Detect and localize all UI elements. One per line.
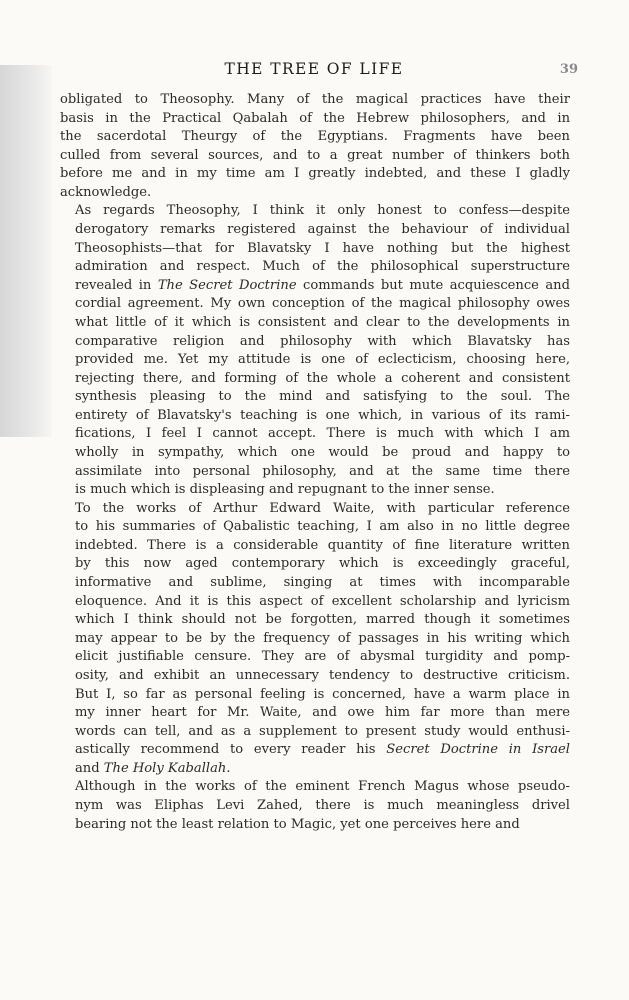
text-line: which I think should not be forgotten, marred though it sometimes [75,612,570,628]
text-line: before me and in my time am I greatly indebted, and these I gladly [60,166,570,182]
text-line: eloquence. And it is this aspect of excellent scholarship and lyricism [75,593,570,609]
text-line: fications, I feel I cannot accept. There is much with which I am [75,426,570,442]
text-line: is much which is displeasing and repugnant to the inner sense. [75,482,495,498]
text-line: to his summaries of Qabalistic teaching, I am also in no little degree [75,519,570,535]
text-line: comparative religion and philosophy with which Blavatsky has [75,333,570,349]
book-title: Secret Doctrine in Israel [386,742,570,758]
text-line: bearing not the least relation to Magic, yet one perceives here and [75,816,520,832]
text-line: provided me. Yet my attitude is one of eclecticism, choosing here, [75,352,570,368]
text-line: the sacerdotal Theurgy of the Egyptians. Fragments have been [60,129,570,145]
text-line: Although in the works of the eminent French Magus whose pseudo- [75,779,570,795]
text-line: synthesis pleasing to the mind and satisfying to the soul. The [75,389,570,405]
running-head: THE TREE OF LIFE [224,60,404,78]
paragraph [60,91,570,202]
text-line: astically recommend to every reader his Secret Doctrine in Israel [75,742,570,758]
text-line: As regards Theosophy, I think it only honest to confess—despite [75,203,570,219]
book-title: The Secret Doctrine [157,277,297,293]
text-line: elicit justifiable censure. They are of abysmal turgidity and pomp- [75,649,570,665]
text-line: revealed in The Secret Doctrine commands but mute acquiescence and [75,277,570,293]
page-number: 39 [559,62,578,77]
text-line: my inner heart for Mr. Waite, and owe him far more than mere [75,705,570,721]
text-line: acknowledge. [60,184,152,200]
text-line: admiration and respect. Much of the philosophical superstructure [75,259,570,275]
text-line: assimilate into personal philosophy, and at the same time there [75,463,570,479]
text-line: words can tell, and as a supplement to present study would enthusi- [75,723,570,739]
text-line: nym was Eliphas Levi Zahed, there is much meaningless drivel [75,797,570,813]
text-line: derogatory remarks registered against the behaviour of individual [75,222,570,238]
text-line: rejecting there, and forming of the whole a coherent and consistent [75,370,570,386]
text-line: indebted. There is a considerable quantity of fine literature written [75,537,570,553]
text-line: Theosophists—that for Blavatsky I have nothing but the highest [75,240,570,256]
page-gutter-shadow [0,65,52,437]
body-text [60,91,570,834]
text-line: But I, so far as personal feeling is concerned, have a warm place in [75,686,570,702]
text-line: culled from several sources, and to a great number of thinkers both [60,147,570,163]
paragraph [60,778,570,834]
text-line: wholly in sympathy, which one would be proud and happy to [75,444,570,460]
paragraph [60,500,570,779]
text-line: and The Holy Kaballah. [75,760,231,776]
text-line: osity, and exhibit an unnecessary tendency to destructive criticism. [75,667,570,683]
text-line: To the works of Arthur Edward Waite, with particular reference [75,500,570,516]
text-line: informative and sublime, singing at times with incomparable [75,575,570,591]
text-line: cordial agreement. My own conception of the magical philosophy owes [75,296,570,312]
text-line: obligated to Theosophy. Many of the magical practices have their [60,92,570,107]
text-line: may appear to be by the frequency of passages in his writing which [75,630,570,646]
text-line: entirety of Blavatsky's teaching is one which, in various of its rami- [75,407,570,423]
text-line: basis in the Practical Qabalah of the Hebrew philosophers, and in [60,110,570,126]
book-title: The Holy Kaballah [103,760,227,776]
text-line: by this now aged contemporary which is exceedingly graceful, [75,556,570,572]
text-line: what little of it which is consistent and clear to the developments in [75,314,570,330]
paragraph [60,202,570,499]
page-header [60,60,578,84]
